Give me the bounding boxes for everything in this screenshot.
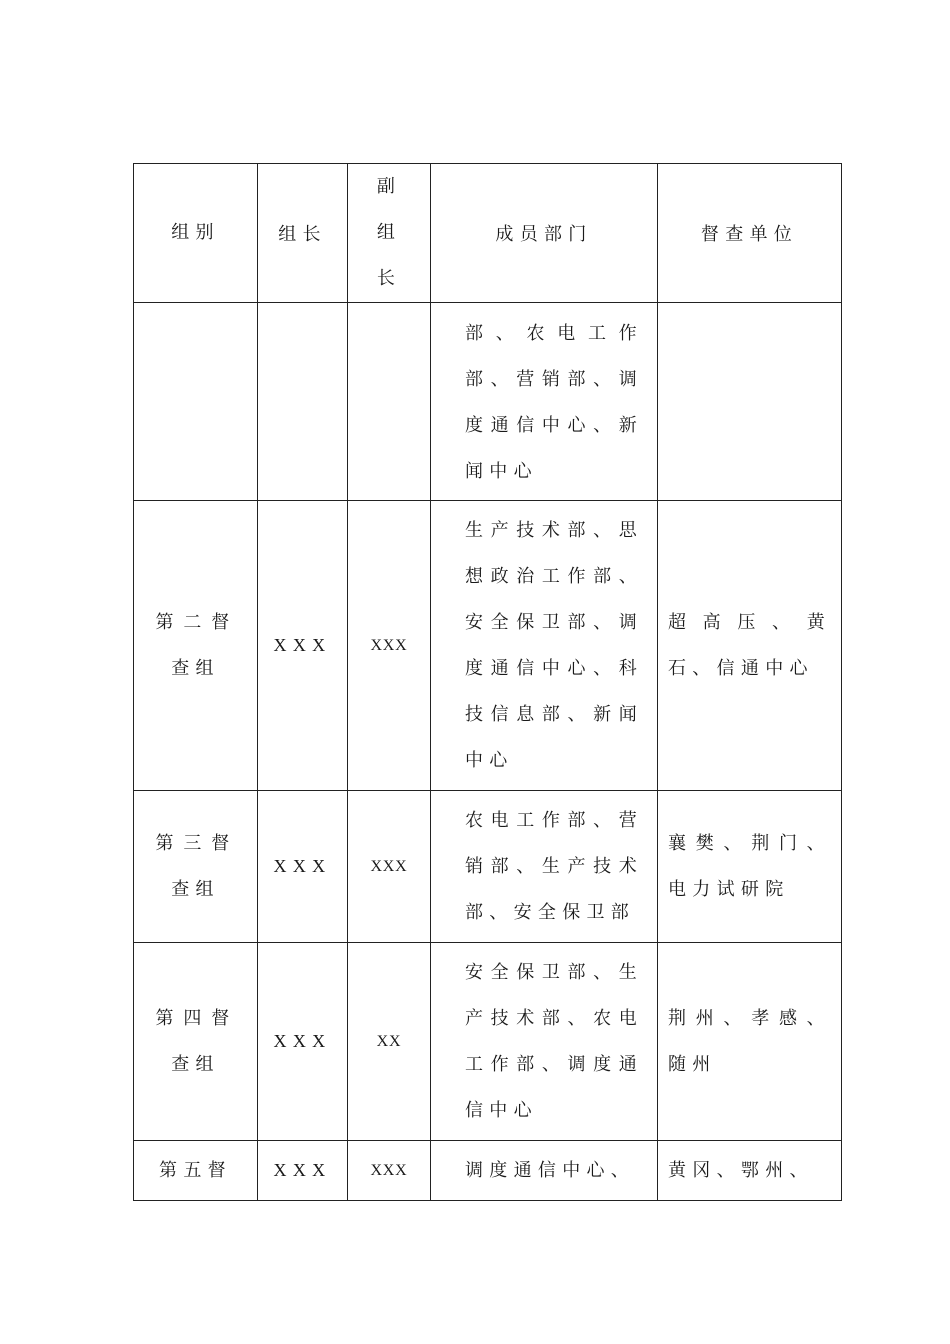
deputy-cell <box>348 303 431 501</box>
units-cell: 黄冈、鄂州、 <box>658 1141 842 1201</box>
table-row <box>134 1141 842 1201</box>
deputy-cell: XX <box>348 943 431 1141</box>
group-cell: 第五督 <box>134 1141 258 1201</box>
deputy-cell: XXX <box>348 791 431 943</box>
header-leader: 组长 <box>258 164 348 303</box>
units-cell: 超高压、黄石、信通中心 <box>658 501 842 791</box>
leader-cell: XXX <box>258 943 348 1141</box>
leader-cell <box>258 303 348 501</box>
table-header-row <box>134 164 842 303</box>
members-cell: 调度通信中心、 <box>431 1141 658 1201</box>
members-cell: 农电工作部、营销部、生产技术部、安全保卫部 <box>431 791 658 943</box>
table-row <box>134 303 842 501</box>
table-row <box>134 501 842 791</box>
supervision-group-table <box>133 163 842 1201</box>
group-cell <box>134 303 258 501</box>
leader-cell: XXX <box>258 501 348 791</box>
members-cell: 安全保卫部、生产技术部、农电工作部、调度通信中心 <box>431 943 658 1141</box>
leader-cell: XXX <box>258 791 348 943</box>
header-members: 成员部门 <box>431 164 658 303</box>
members-cell: 部、农电工作部、营销部、调度通信中心、新闻中心 <box>431 303 658 501</box>
group-cell: 第二督查组 <box>134 501 258 791</box>
header-deputy: 副组长 <box>348 164 431 303</box>
table-row <box>134 943 842 1141</box>
units-cell: 襄樊、荆门、电力试研院 <box>658 791 842 943</box>
leader-cell: XXX <box>258 1141 348 1201</box>
header-units: 督查单位 <box>658 164 842 303</box>
units-cell: 荆州、孝感、随州 <box>658 943 842 1141</box>
deputy-cell: XXX <box>348 501 431 791</box>
group-cell: 第三督查组 <box>134 791 258 943</box>
members-cell: 生产技术部、思想政治工作部、安全保卫部、调度通信中心、科技信息部、新闻中心 <box>431 501 658 791</box>
header-group: 组别 <box>134 164 258 303</box>
units-cell <box>658 303 842 501</box>
group-cell: 第四督查组 <box>134 943 258 1141</box>
table-row <box>134 791 842 943</box>
deputy-cell: XXX <box>348 1141 431 1201</box>
